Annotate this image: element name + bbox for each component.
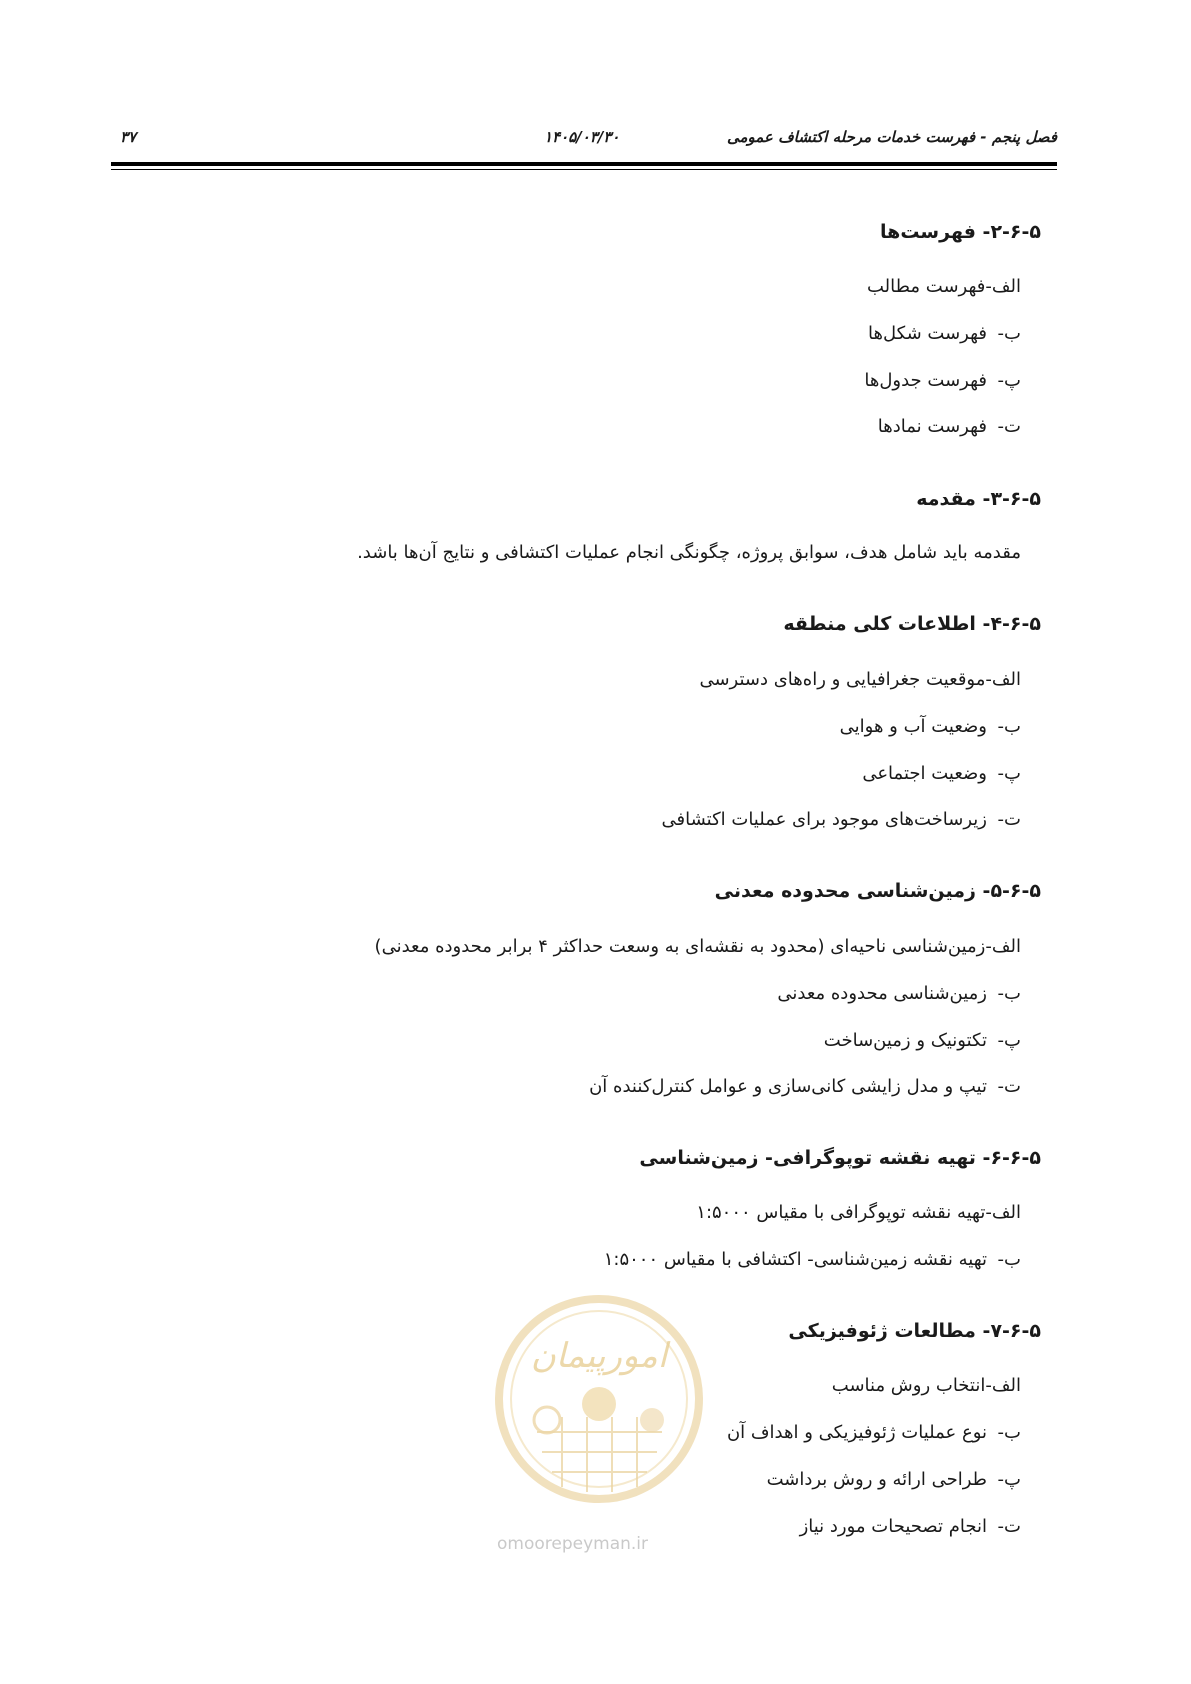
list-label: ت- (997, 416, 1021, 437)
section-heading-intro: ۳-۶-۵- مقدمه (916, 488, 1041, 510)
list-item (777, 983, 1021, 1004)
header-date: ۱۴۰۵/۰۳/۳۰ (544, 128, 620, 146)
list-item (862, 763, 1021, 784)
list-label: پ- (997, 370, 1021, 391)
list-item (832, 1375, 1021, 1396)
section-heading-region-info: ۴-۶-۵- اطلاعات کلی منطقه (783, 613, 1041, 635)
list-item (375, 936, 1021, 957)
list-item (840, 716, 1021, 737)
list-text: موقعیت جغرافیایی و راه‌های دسترسی (699, 669, 986, 690)
list-item (824, 1030, 1021, 1051)
list-item (662, 809, 1022, 830)
list-text: فهرست شکل‌ها (868, 323, 987, 344)
chapter-title: فصل پنجم - فهرست خدمات مرحله اکتشاف عمومی (726, 128, 1057, 146)
section-heading-mapping: ۶-۶-۵- تهیه نقشه توپوگرافی- زمین‌شناسی (639, 1147, 1041, 1169)
list-item (699, 669, 1021, 690)
list-text: وضعیت آب و هوایی (839, 716, 987, 737)
list-text: طراحی ارائه و روش برداشت (766, 1469, 987, 1490)
list-item (864, 370, 1021, 391)
list-label: الف- (985, 1202, 1021, 1223)
list-label: ب- (997, 1422, 1021, 1443)
list-label: الف- (985, 936, 1021, 957)
list-item (589, 1076, 1021, 1097)
list-label: پ- (997, 763, 1021, 784)
list-text: زمین‌شناسی ناحیه‌ای (محدود به نقشه‌ای به وسعت حداکثر ۴ برابر محدوده معدنی) (374, 936, 986, 957)
list-item (868, 323, 1021, 344)
list-label: ت- (997, 1516, 1021, 1537)
list-text: فهرست نمادها (877, 416, 987, 437)
list-item (800, 1516, 1021, 1537)
list-label: ب- (997, 716, 1021, 737)
list-text: نوع عملیات ژئوفیزیکی و اهداف آن (726, 1422, 987, 1443)
list-text: زیرساخت‌های موجود برای عملیات اکتشافی (661, 809, 987, 830)
watermark-logo-text: امورپیمان (530, 1336, 668, 1376)
list-item (696, 1202, 1021, 1223)
list-text: تیپ و مدل زایشی کانی‌سازی و عوامل کنترل‌کننده آن (589, 1076, 987, 1097)
list-item (878, 416, 1021, 437)
list-label: ب- (997, 1249, 1021, 1270)
list-text: تهیه نقشه توپوگرافی با مقیاس ۱:۵۰۰۰ (696, 1202, 986, 1223)
list-label: ب- (997, 983, 1021, 1004)
list-text: زمین‌شناسی محدوده معدنی (777, 983, 987, 1004)
watermark-logo-icon (492, 1292, 707, 1507)
list-label: ت- (997, 1076, 1021, 1097)
list-text: تکتونیک و زمین‌ساخت (823, 1030, 987, 1051)
section-heading-geophysics: ۷-۶-۵- مطالعات ژئوفیزیکی (788, 1320, 1041, 1342)
list-text: فهرست مطالب (867, 276, 986, 297)
list-text: فهرست جدول‌ها (864, 370, 987, 391)
list-text: تهیه نقشه زمین‌شناسی- اکتشافی با مقیاس ۱:۵۰۰۰ (603, 1249, 987, 1270)
list-text: انتخاب روش مناسب (831, 1375, 986, 1396)
list-label: الف- (985, 1375, 1021, 1396)
section-heading-geology: ۵-۶-۵- زمین‌شناسی محدوده معدنی (714, 880, 1041, 902)
list-item (867, 276, 1021, 297)
list-text: انجام تصحیحات مورد نیاز (799, 1516, 987, 1537)
list-label: ت- (997, 809, 1021, 830)
list-item (767, 1469, 1021, 1490)
header-rule-thin (111, 169, 1057, 170)
intro-paragraph: مقدمه باید شامل هدف، سوابق پروژه، چگونگی انجام عملیات اکتشافی و نتایج آن‌ها باشد. (357, 542, 1021, 563)
list-label: ب- (997, 323, 1021, 344)
list-item (727, 1422, 1021, 1443)
page-number: ۳۷ (120, 128, 137, 146)
header-rule (111, 162, 1057, 166)
list-item (604, 1249, 1021, 1270)
list-label: پ- (997, 1469, 1021, 1490)
watermark-site: omoorepeyman.ir (497, 1534, 649, 1554)
list-label: الف- (985, 669, 1021, 690)
section-heading-lists: ۲-۶-۵- فهرست‌ها (880, 221, 1041, 243)
list-label: پ- (997, 1030, 1021, 1051)
list-label: الف- (985, 276, 1021, 297)
list-text: وضعیت اجتماعی (862, 763, 987, 784)
